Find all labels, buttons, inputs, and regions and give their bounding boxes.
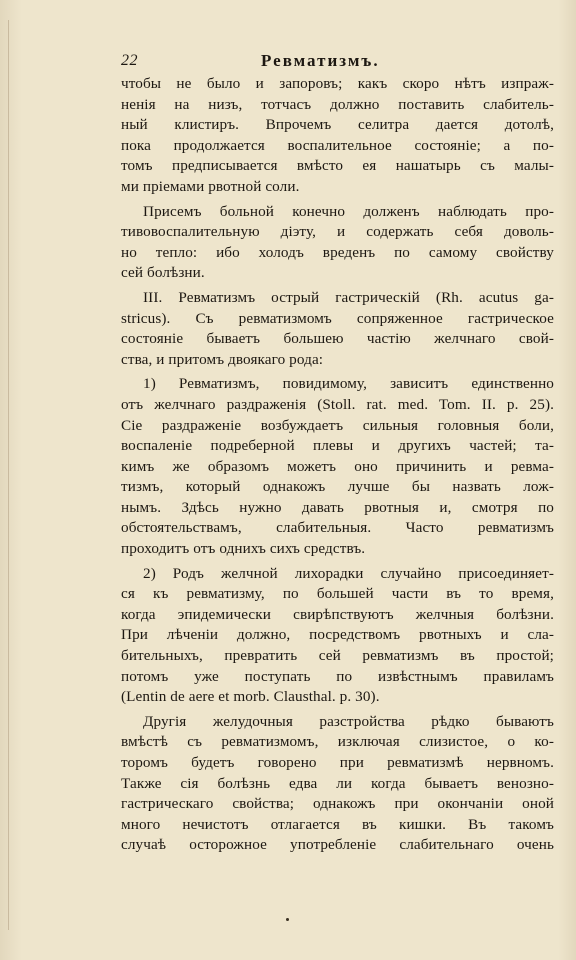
text-line: томъ предписывается вмѣсто ея нашатырь съ малы- [121, 157, 554, 175]
text-line: бительныхъ, превратить сей ревматизмъ въ простой; [121, 647, 554, 665]
text-line: (Lentin de aere et morb. Clausthal. p. 30). [121, 688, 380, 706]
text-line: нымъ. Здѣсь нужно давать рвотныя и, смотря по [121, 498, 554, 516]
body-text [121, 74, 554, 856]
text-line: отъ желчнаго раздраженія (Stoll. rat. med. Tom. II. p. 25). [121, 395, 554, 413]
text-line: Другія желудочныя разстройства рѣдко бываютъ [143, 712, 554, 730]
text-line: гастрическаго свойства; однакожъ при окончаніи оной [121, 795, 554, 813]
page-edge-line [8, 20, 9, 930]
text-line: III. Ревматизмъ острый гастрическій (Rh. acutus ga- [143, 288, 554, 306]
text-line: потомъ уже поступать по извѣстнымъ правиламъ [121, 667, 554, 685]
text-line: При лѣченіи должно, посредствомъ рвотныхъ и сла- [121, 626, 554, 644]
text-line: когда эпидемически свирѣпствуютъ желчныя болѣзни. [121, 605, 554, 623]
text-line: ся къ ревматизму, по большей части въ то время, [121, 585, 554, 603]
text-line: чтобы не было и запоровъ; какъ скоро нѣтъ изпраж- [121, 75, 554, 92]
text-line: воспаленіе подреберной плевы и другихъ частей; та- [121, 437, 554, 455]
text-line: кимъ же образомъ можетъ оно причинить и ревма- [121, 457, 554, 475]
text-line: тивовоспалительную діэту, и содержать себя доволь- [121, 223, 554, 241]
text-line: сей болѣзни. [121, 264, 205, 282]
text-line: ми пріемами рвотной соли. [121, 177, 300, 195]
printer-mark [286, 918, 289, 921]
text-line: вмѣстѣ съ ревматизмомъ, изключая слизистое, о ко- [121, 733, 554, 751]
text-line: ный клистиръ. Впрочемъ селитра дается дотолѣ, [121, 116, 554, 134]
text-line: случаѣ осторожное употребленіе слабительнаго очень [121, 836, 554, 854]
text-line: обстоятельствамъ, слабительныя. Часто ревматизмъ [121, 519, 554, 537]
text-line: состояніе бываетъ большею частію желчнаго свой- [121, 330, 554, 348]
text-line: ненія на низъ, тотчасъ должно поставить слабитель- [121, 95, 554, 113]
text-line: 2) Родъ желчной лихорадки случайно присоединяет- [143, 564, 554, 582]
page-header [121, 52, 546, 74]
text-line: Сіе раздраженіе возбуждаетъ сильныя головныя боли, [121, 416, 554, 434]
text-line: Присемъ больной конечно долженъ наблюдать про- [143, 202, 554, 220]
text-line: но тепло: ибо холодъ вреденъ по самому свойству [121, 243, 554, 261]
text-line: пока продолжается воспалительное состояніе; а по- [121, 136, 554, 154]
text-line: торомъ будетъ говорено при ревматизмѣ нервномъ. [121, 754, 554, 771]
page-number: 22 [121, 52, 138, 69]
text-line: ства, и притомъ двоякаго рода: [121, 350, 324, 368]
text-line: тизмъ, который однакожъ лучше бы назвать лож- [121, 478, 554, 496]
text-line: 1) Ревматизмъ, повидимому, зависитъ единственно [143, 375, 554, 393]
text-line: stricus). Съ ревматизмомъ сопряженное гастрическое [121, 309, 554, 327]
running-title: Ревматизмъ. [261, 51, 380, 70]
text-line: много нечистотъ отлагается въ кишки. Въ такомъ [121, 815, 554, 833]
text-line: Также сія болѣзнь едва ли когда бываетъ венозно- [121, 774, 554, 792]
text-line: проходитъ отъ однихъ сихъ средствъ. [121, 540, 366, 558]
